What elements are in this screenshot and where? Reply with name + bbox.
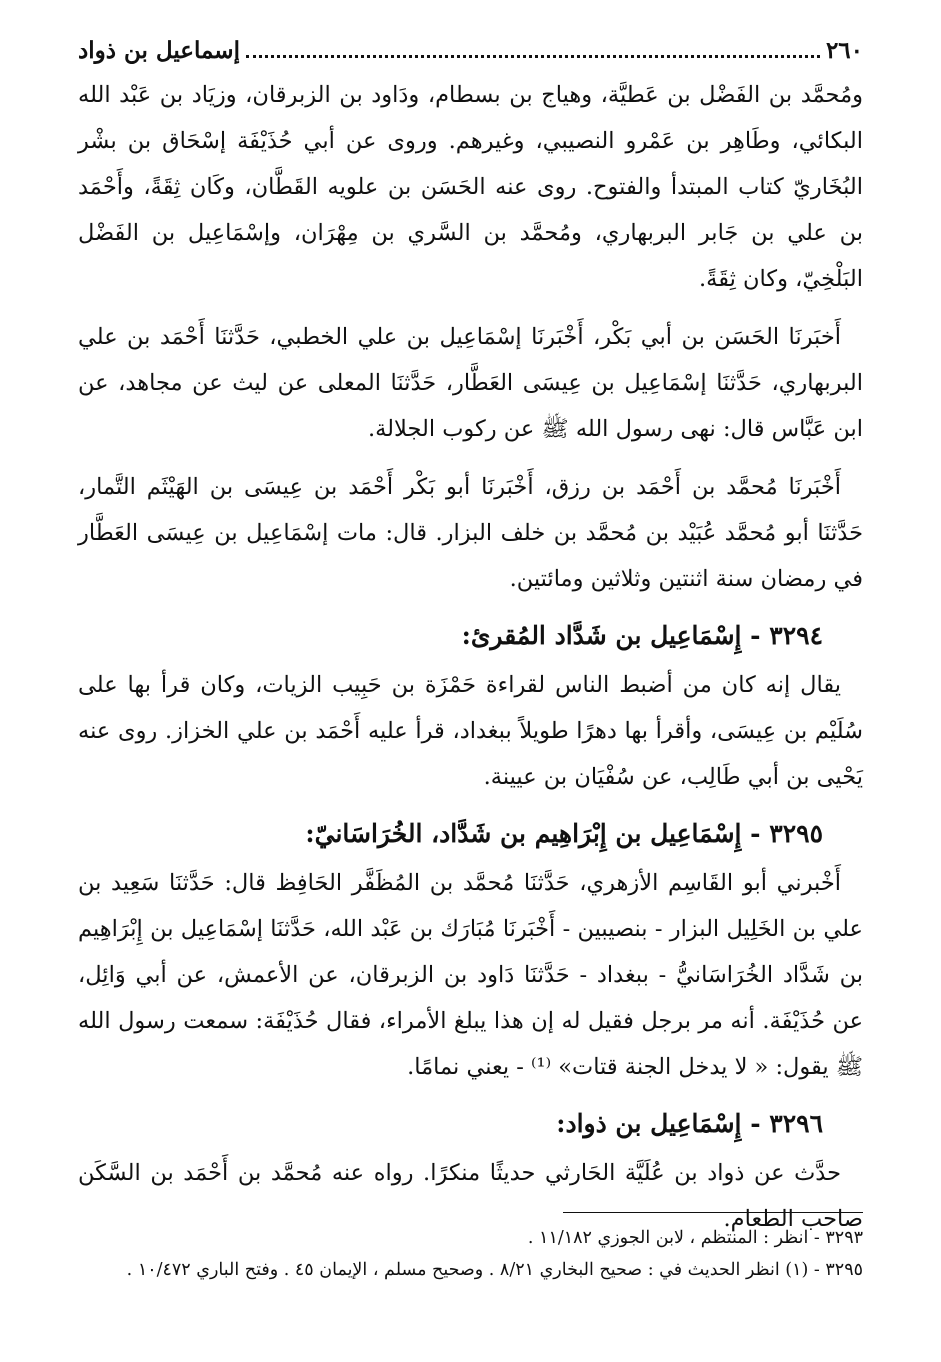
- paragraph-hadith-jalala: أَخبَرنَا الحَسَن بن أبي بَكْر، أَخْبَرنَا إسْمَاعِيل بن علي الخطبي، حَدَّثنَا أَحْمَد بن علي البربهاري، حَدَّثنَا إسْمَاعِيل بن عِيسَى العَطَّار، حَدَّثنَا المعلى عن ليث عن مجاهد، عن ابن عَبَّاس قال: نهى رسول الله ﷺ عن ركوب الجلالة.: [78, 324, 863, 442]
- entry-heading-3296: ٣٢٩٦ - إِسْمَاعِيل بن ذواد:: [556, 1109, 823, 1138]
- paragraph-entry-3296: حدَّث عن ذواد بن عُلَيَّة الحَارثي حديثًا منكرًا. رواه عنه مُحمَّد بن أَحْمَد بن السَّكَن صاحب الطعام.: [78, 1160, 863, 1232]
- page-number: ٢٦٠: [825, 37, 863, 64]
- footnote-separator: [563, 1212, 863, 1213]
- paragraph-entry-3294: يقال إنه كان من أضبط الناس لقراءة حَمْزَة بن حَبِيب الزيات، وكان قرأ بها على سُلَيْم بن عِيسَى، وأقرأ بها دهرًا طويلاً ببغداد، قرأ عليه أَحْمَد بن علي الخزاز. روى عنه يَحْيى بن أبي طَالِب، عن سُفْيَان بن عيينة.: [78, 672, 863, 790]
- paragraph-entry-3295: أَخْبرني أبو القَاسِم الأزهري، حَدَّثنَا مُحمَّد بن المُظَفَّر الحَافِظ قال: حَدَّثنَا سَعِيد بن علي بن الخَلِيل البزار - بنصيبين - أَخْبَرنَا مُبَارَك بن عَبْد الله، حَدَّثنَا إسْمَاعِيل بن إِبْرَاهِيم بن شَدَّاد الخُرَاسَانيُّ - ببغداد - حَدَّثنَا دَاود بن الزبرقان، عن الأعمش، عن أبي وَائِل، عن حُذَيْفَة. أنه مر برجل فقيل له إن هذا يبلغ الأمراء، فقال حُذَيْفَة: سمعت رسول الله ﷺ يقول: « لا يدخل الجنة قتات» ⁽¹⁾ - يعني نمامًا.: [78, 870, 863, 1080]
- paragraph-narrators: ومُحمَّد بن الفَضْل بن عَطيَّة، وهياج بن بسطام، ودَاود بن الزبرقان، وزيَاد بن عَبْد الله البكائي، وطَاهِر بن عَمْرو النصيبي، وغيرهم. وروى عن أبي حُذَيْفَة إسْحَاق بن بشْر البُخَاريّ كتاب المبتدأ والفتوح. روى عنه الحَسَن بن علويه القَطَّان، وكَان ثِقَةً، وأَحْمَد بن علي بن جَابر البربهاري، ومُحمَّد بن السَّري بن مِهْرَان، وإسْمَاعِيل بن الفَضْل البَلْخِيّ، وكان ثِقَةً.: [78, 82, 863, 292]
- header-dotted-leader: [246, 39, 820, 58]
- entry-heading-3294: ٣٢٩٤ - إِسْمَاعِيل بن شَدَّاد المُقرئ:: [461, 621, 823, 650]
- running-title: إسماعيل بن ذواد: [78, 37, 240, 64]
- entry-heading-3295: ٣٢٩٥ - إِسْمَاعِيل بن إِبْرَاهِيم بن شَدَّاد، الخُرَاسَانيّ:: [305, 819, 823, 848]
- footnote-3293: ٣٢٩٣ - انظر : المنتظم ، لابن الجوزي ١١/١٨٢ .: [527, 1228, 863, 1248]
- main-text: [78, 72, 863, 1242]
- footnote-3295: ٣٢٩٥ - (١) انظر الحديث في : صحيح البخاري ٨/٢١ . وصحيح مسلم ، الإيمان ٤٥ . وفتح الباري ١٠/٤٧٢ .: [126, 1260, 863, 1280]
- footnotes: [78, 1222, 863, 1286]
- page-header: [78, 34, 863, 68]
- paragraph-death-date: أَخْبَرنَا مُحمَّد بن أَحْمَد بن رزق، أَخْبَرنَا أبو بَكْر أَحْمَد بن عِيسَى بن الهَيْثَم التَّمار، حَدَّثنَا أبو مُحمَّد عُبَيْد بن مُحمَّد بن خلف البزار. قال: مات إسْمَاعِيل بن عِيسَى العَطَّار في رمضان سنة اثنتين وثلاثين ومائتين.: [78, 474, 863, 592]
